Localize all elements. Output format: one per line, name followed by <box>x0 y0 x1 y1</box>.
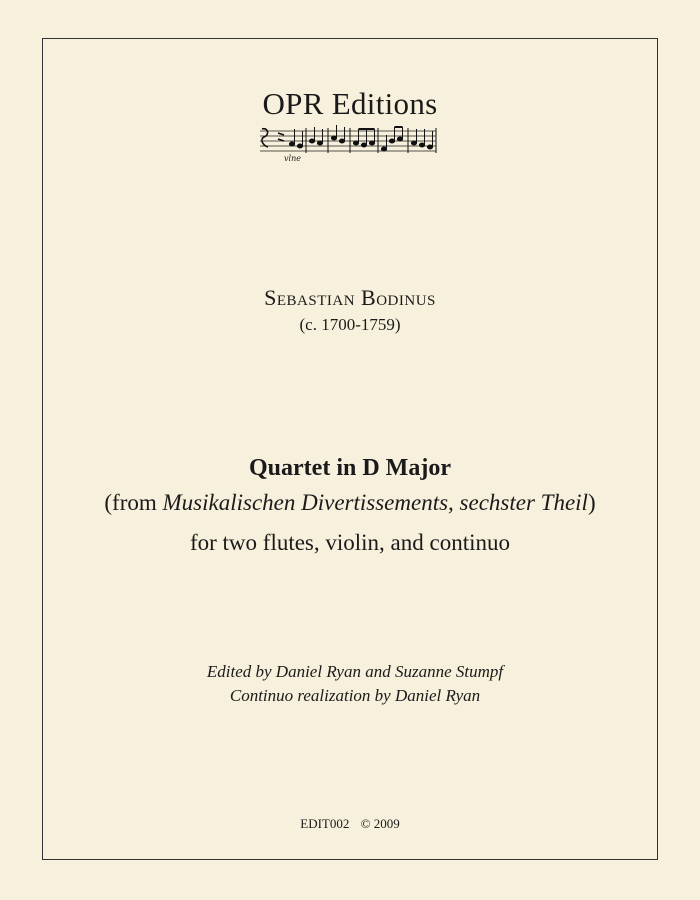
instrumentation: for two flutes, violin, and continuo <box>189 530 511 555</box>
credits <box>0 660 700 708</box>
source-line: (from Musikalischen Divertissements, sechster Theil) <box>104 490 596 515</box>
publisher-name: OPR Editions <box>262 86 438 121</box>
composer-name: Sebastian Bodinus <box>264 285 436 310</box>
edition-code: EDIT002 <box>300 816 350 831</box>
svg-text:vlne: vlne <box>284 154 301 163</box>
work-title: Quartet in D Major <box>249 455 451 481</box>
composer-dates: (c. 1700-1759) <box>299 315 401 334</box>
footer <box>0 816 700 832</box>
music-incipit-logo <box>254 123 440 163</box>
copyright: © 2009 <box>360 816 400 831</box>
editors-credit: Edited by Daniel Ryan and Suzanne Stumpf <box>206 662 504 681</box>
source-work-title: Musikalischen Divertissements, sechster Theil <box>162 490 588 515</box>
continuo-credit: Continuo realization by Daniel Ryan <box>229 686 481 705</box>
